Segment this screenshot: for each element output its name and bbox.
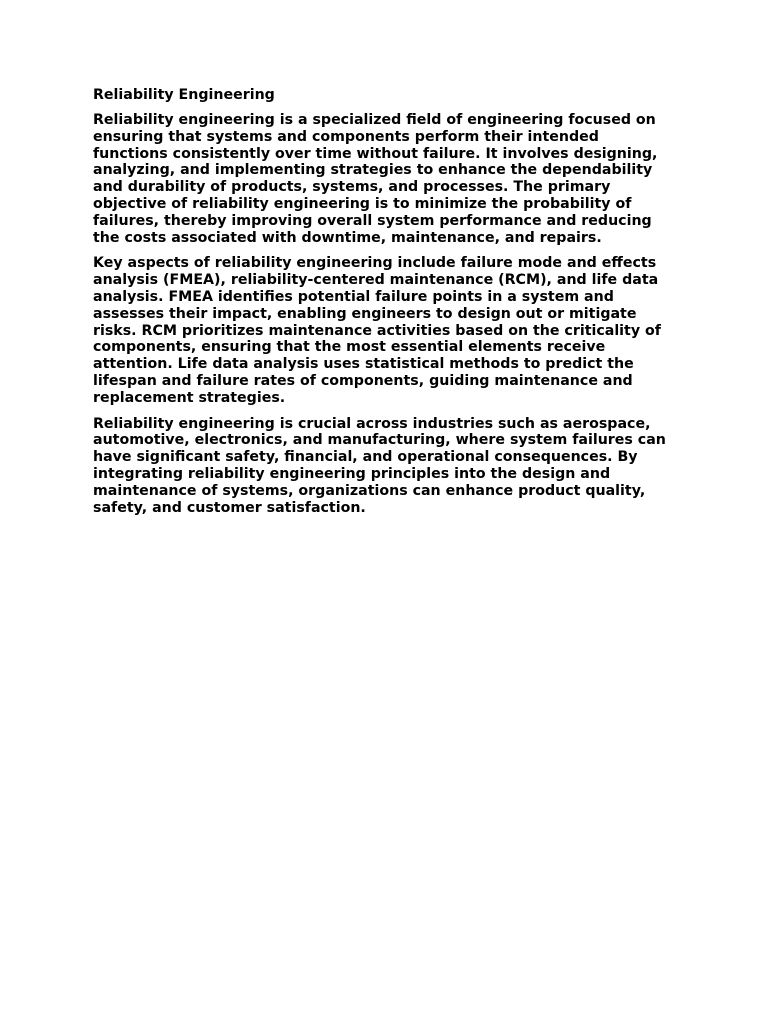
paragraph-line: analyzing, and implementing strategies to enhance the dependability <box>93 162 653 179</box>
paragraph-line: Key aspects of reliability engineering include failure mode and effects <box>93 255 657 272</box>
paragraph-line: automotive, electronics, and manufacturing, where system failures can <box>93 432 666 449</box>
paragraph-3 <box>93 416 673 517</box>
paragraph-line: ensuring that systems and components perform their intended <box>93 128 599 145</box>
paragraph-line: assesses their impact, enabling engineers to design out or mitigate <box>93 305 637 322</box>
document-title: Reliability Engineering <box>93 87 275 103</box>
paragraph-line: components, ensuring that the most essential elements receive <box>93 339 606 356</box>
paragraph-line: Reliability engineering is a specialized field of engineering focused on <box>93 112 656 128</box>
paragraph-line: and durability of products, systems, and processes. The primary <box>93 179 611 196</box>
paragraph-line: analysis (FMEA), reliability-centered maintenance (RCM), and life data <box>93 272 659 289</box>
paragraph-line: lifespan and failure rates of components, guiding maintenance and <box>93 372 633 389</box>
paragraph-line: failures, thereby improving overall system performance and reducing <box>93 212 652 229</box>
paragraph-line: objective of reliability engineering is to minimize the probability of <box>93 195 632 212</box>
paragraph-1 <box>93 112 673 246</box>
paragraph-line: integrating reliability engineering principles into the design and <box>93 465 611 482</box>
paragraph-line: have significant safety, financial, and operational consequences. By <box>93 449 638 466</box>
paragraph-line: replacement strategies. <box>93 389 286 406</box>
paragraph-line: risks. RCM prioritizes maintenance activities based on the criticality of <box>93 322 661 339</box>
document-page <box>93 86 673 525</box>
paragraph-line: safety, and customer satisfaction. <box>93 499 366 516</box>
paragraph-line: attention. Life data analysis uses statistical methods to predict the <box>93 356 634 373</box>
paragraph-line: Reliability engineering is crucial across industries such as aerospace, <box>93 415 651 432</box>
paragraph-line: maintenance of systems, organizations can enhance product quality, <box>93 482 646 499</box>
paragraph-line: analysis. FMEA identifies potential failure points in a system and <box>93 288 614 305</box>
paragraph-line: functions consistently over time without failure. It involves designing, <box>93 145 658 162</box>
paragraph-2 <box>93 255 673 406</box>
paragraph-line: the costs associated with downtime, maintenance, and repairs. <box>93 229 602 246</box>
